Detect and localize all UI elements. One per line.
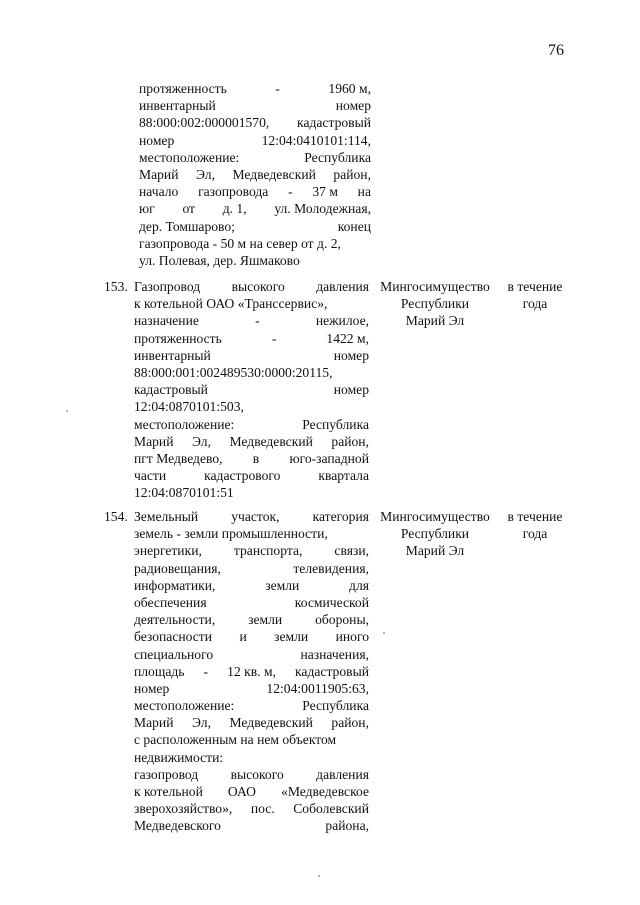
word: - bbox=[288, 184, 293, 200]
word: 1422 м, bbox=[326, 330, 369, 346]
text-line bbox=[134, 508, 369, 525]
word: нежилое, bbox=[315, 313, 369, 329]
text-line bbox=[134, 433, 369, 450]
word: Эл, bbox=[196, 166, 215, 182]
text-line bbox=[134, 577, 369, 594]
word: Медведевского bbox=[134, 818, 221, 834]
text-line bbox=[134, 594, 369, 611]
word: телевидения, bbox=[293, 560, 369, 576]
word: Марий bbox=[134, 715, 174, 731]
word: Республика bbox=[302, 698, 369, 714]
word: от bbox=[182, 201, 195, 217]
word: Газопровод bbox=[134, 279, 201, 294]
word: 88:000:001:002489530:0000:20115, bbox=[134, 364, 333, 380]
text-line: Марий Эл bbox=[405, 543, 465, 559]
entry-description bbox=[134, 508, 369, 835]
word: высокого bbox=[230, 766, 284, 782]
word: к котельной ОАО «Транссервис», bbox=[134, 296, 328, 312]
scan-speck bbox=[66, 410, 68, 412]
word: для bbox=[349, 577, 369, 593]
word: зверохозяйство», bbox=[134, 801, 233, 817]
word: «Медведевское bbox=[281, 784, 369, 799]
text-line: Республики bbox=[400, 296, 470, 312]
word: протяженность bbox=[134, 330, 222, 346]
word: район, bbox=[333, 166, 371, 182]
word: местоположение: bbox=[134, 698, 235, 714]
word: транспорта, bbox=[233, 543, 303, 559]
word: части bbox=[134, 468, 167, 484]
text-line bbox=[134, 416, 369, 433]
word: юго-западной bbox=[289, 450, 369, 466]
word: недвижимости: bbox=[134, 749, 224, 765]
word: д. 1, bbox=[222, 201, 247, 217]
word: 1960 м, bbox=[328, 81, 371, 96]
word: обеспечения bbox=[134, 594, 207, 610]
word: и bbox=[239, 629, 247, 645]
word: пгт Медведево, bbox=[134, 450, 223, 466]
word: 37 м bbox=[312, 184, 338, 200]
text-line bbox=[134, 312, 369, 329]
word: 12:04:0870101:51 bbox=[134, 485, 234, 501]
word: газопровод bbox=[134, 766, 199, 782]
text-line bbox=[134, 295, 369, 312]
entry-organization bbox=[372, 508, 498, 560]
entry-term bbox=[500, 278, 570, 312]
word: юг bbox=[139, 201, 155, 217]
word: земли bbox=[265, 577, 300, 593]
text-line bbox=[134, 680, 369, 697]
text-line bbox=[139, 235, 371, 252]
word: - bbox=[255, 313, 260, 329]
text-line bbox=[134, 398, 369, 415]
word: - bbox=[275, 81, 280, 96]
word: района, bbox=[325, 818, 369, 834]
text-line bbox=[134, 783, 369, 800]
text-line bbox=[134, 817, 369, 834]
text-line bbox=[139, 218, 371, 235]
word: связи, bbox=[334, 543, 369, 559]
text-line bbox=[134, 484, 369, 501]
word: Республика bbox=[304, 149, 371, 165]
word: Медведевский bbox=[229, 433, 313, 449]
word: Эл, bbox=[192, 715, 211, 731]
word: газопровода bbox=[198, 184, 269, 200]
word: информатики, bbox=[134, 577, 216, 593]
word: обороны, bbox=[315, 612, 369, 628]
word: Марий bbox=[139, 166, 179, 182]
word: местоположение: bbox=[139, 149, 240, 165]
word: назначения, bbox=[300, 646, 369, 662]
text-line bbox=[134, 560, 369, 577]
text-line bbox=[134, 542, 369, 559]
word: протяженность bbox=[139, 81, 227, 96]
word: ОАО bbox=[227, 784, 257, 799]
text-line: Марий Эл bbox=[405, 313, 465, 329]
word: высокого bbox=[231, 279, 285, 294]
entry-number: 153. bbox=[104, 279, 128, 294]
word: Эл, bbox=[192, 433, 211, 449]
word: 12 кв. м, bbox=[227, 663, 276, 679]
word: энергетики, bbox=[134, 543, 202, 559]
word: квартала bbox=[318, 468, 369, 484]
text-line: в течение bbox=[507, 279, 563, 294]
word: Земельный bbox=[134, 509, 199, 524]
word: площадь bbox=[134, 663, 185, 679]
text-line bbox=[134, 611, 369, 628]
text-line bbox=[134, 347, 369, 364]
word: на bbox=[357, 184, 371, 200]
text-line bbox=[134, 663, 369, 680]
word: безопасности bbox=[134, 629, 213, 645]
word: Марий bbox=[134, 433, 174, 449]
word: Республика bbox=[302, 416, 369, 432]
word: инвентарный bbox=[134, 347, 211, 363]
word: давления bbox=[316, 766, 369, 782]
word: назначение bbox=[134, 313, 199, 329]
text-line bbox=[134, 330, 369, 347]
text-line bbox=[134, 714, 369, 731]
word: 12:04:0410101:114, bbox=[261, 132, 371, 148]
text-line bbox=[134, 450, 369, 467]
word: номер bbox=[134, 680, 170, 696]
word: Медведевский bbox=[229, 715, 313, 731]
word: кадастровый bbox=[295, 663, 369, 679]
word: номер bbox=[335, 98, 371, 114]
entry-organization bbox=[372, 278, 498, 330]
entry-term bbox=[500, 508, 570, 542]
text-line: Республики bbox=[400, 526, 470, 542]
word: конец bbox=[337, 218, 371, 234]
word: радиовещания, bbox=[134, 560, 221, 576]
word: иного bbox=[335, 629, 369, 645]
text-line bbox=[139, 166, 371, 183]
text-line bbox=[134, 646, 369, 663]
text-line: года bbox=[522, 526, 548, 542]
text-line bbox=[134, 381, 369, 398]
text-line bbox=[139, 183, 371, 200]
word: пос. bbox=[250, 801, 275, 817]
word: кадастровый bbox=[134, 382, 208, 398]
word: категория bbox=[312, 509, 369, 524]
text-line bbox=[134, 731, 369, 748]
word: местоположение: bbox=[134, 416, 235, 432]
word: кадастровый bbox=[297, 115, 371, 131]
text-line bbox=[134, 364, 369, 381]
word: 12:04:0011905:63, bbox=[266, 680, 369, 696]
text-line bbox=[134, 749, 369, 766]
word: давления bbox=[316, 279, 369, 294]
word: - bbox=[203, 663, 209, 679]
page-number: 76 bbox=[548, 42, 564, 59]
word: Соболевский bbox=[293, 801, 369, 817]
word: участок, bbox=[231, 509, 280, 524]
entry-description bbox=[134, 278, 369, 501]
word: инвентарный bbox=[139, 98, 216, 114]
entry-number: 154. bbox=[104, 509, 128, 524]
word: с расположенным на нем объектом bbox=[134, 732, 337, 748]
word: ул. Молодежная, bbox=[274, 201, 371, 217]
word: - bbox=[271, 330, 277, 346]
text-line: в течение bbox=[507, 509, 563, 524]
word: дер. Томшарово; bbox=[139, 218, 235, 234]
text-line bbox=[139, 97, 371, 114]
word: кадастрового bbox=[204, 468, 281, 484]
word: земель - земли промышленности, bbox=[134, 526, 328, 542]
word: специального bbox=[134, 646, 214, 662]
text-line bbox=[139, 132, 371, 149]
text-line bbox=[134, 467, 369, 484]
word: 12:04:0870101:503, bbox=[134, 399, 244, 415]
text-line bbox=[139, 149, 371, 166]
word: в bbox=[252, 450, 260, 466]
word: Медведевский bbox=[232, 166, 316, 182]
text-line: Мингосимущество bbox=[380, 279, 490, 294]
continuation-description bbox=[139, 80, 371, 269]
word: номер bbox=[139, 132, 175, 148]
text-line: Мингосимущество bbox=[380, 509, 490, 524]
scan-speck bbox=[318, 875, 320, 877]
word: район, bbox=[331, 715, 369, 731]
text-line: года bbox=[522, 296, 548, 312]
word: номер bbox=[333, 382, 369, 398]
word: деятельности, bbox=[134, 612, 216, 628]
text-line bbox=[134, 628, 369, 645]
text-line bbox=[139, 80, 371, 97]
text-line bbox=[134, 525, 369, 542]
text-line bbox=[139, 200, 371, 217]
word: 88:000:002:000001570, bbox=[139, 115, 270, 131]
text-line bbox=[134, 800, 369, 817]
word: земли bbox=[248, 612, 283, 628]
word: номер bbox=[333, 347, 369, 363]
text-line bbox=[134, 697, 369, 714]
scan-speck bbox=[383, 632, 385, 634]
word: земли bbox=[274, 629, 309, 645]
word: начало bbox=[139, 184, 179, 200]
word: район, bbox=[331, 433, 369, 449]
text-line bbox=[134, 766, 369, 783]
word: ул. Полевая, дер. Яшмаково bbox=[139, 252, 300, 268]
text-line bbox=[134, 278, 369, 295]
word: газопровода - 50 м на север от д. 2, bbox=[139, 235, 341, 251]
text-line bbox=[139, 114, 371, 131]
word: к котельной bbox=[134, 784, 203, 799]
word: космической bbox=[294, 594, 369, 610]
text-line bbox=[139, 252, 371, 269]
